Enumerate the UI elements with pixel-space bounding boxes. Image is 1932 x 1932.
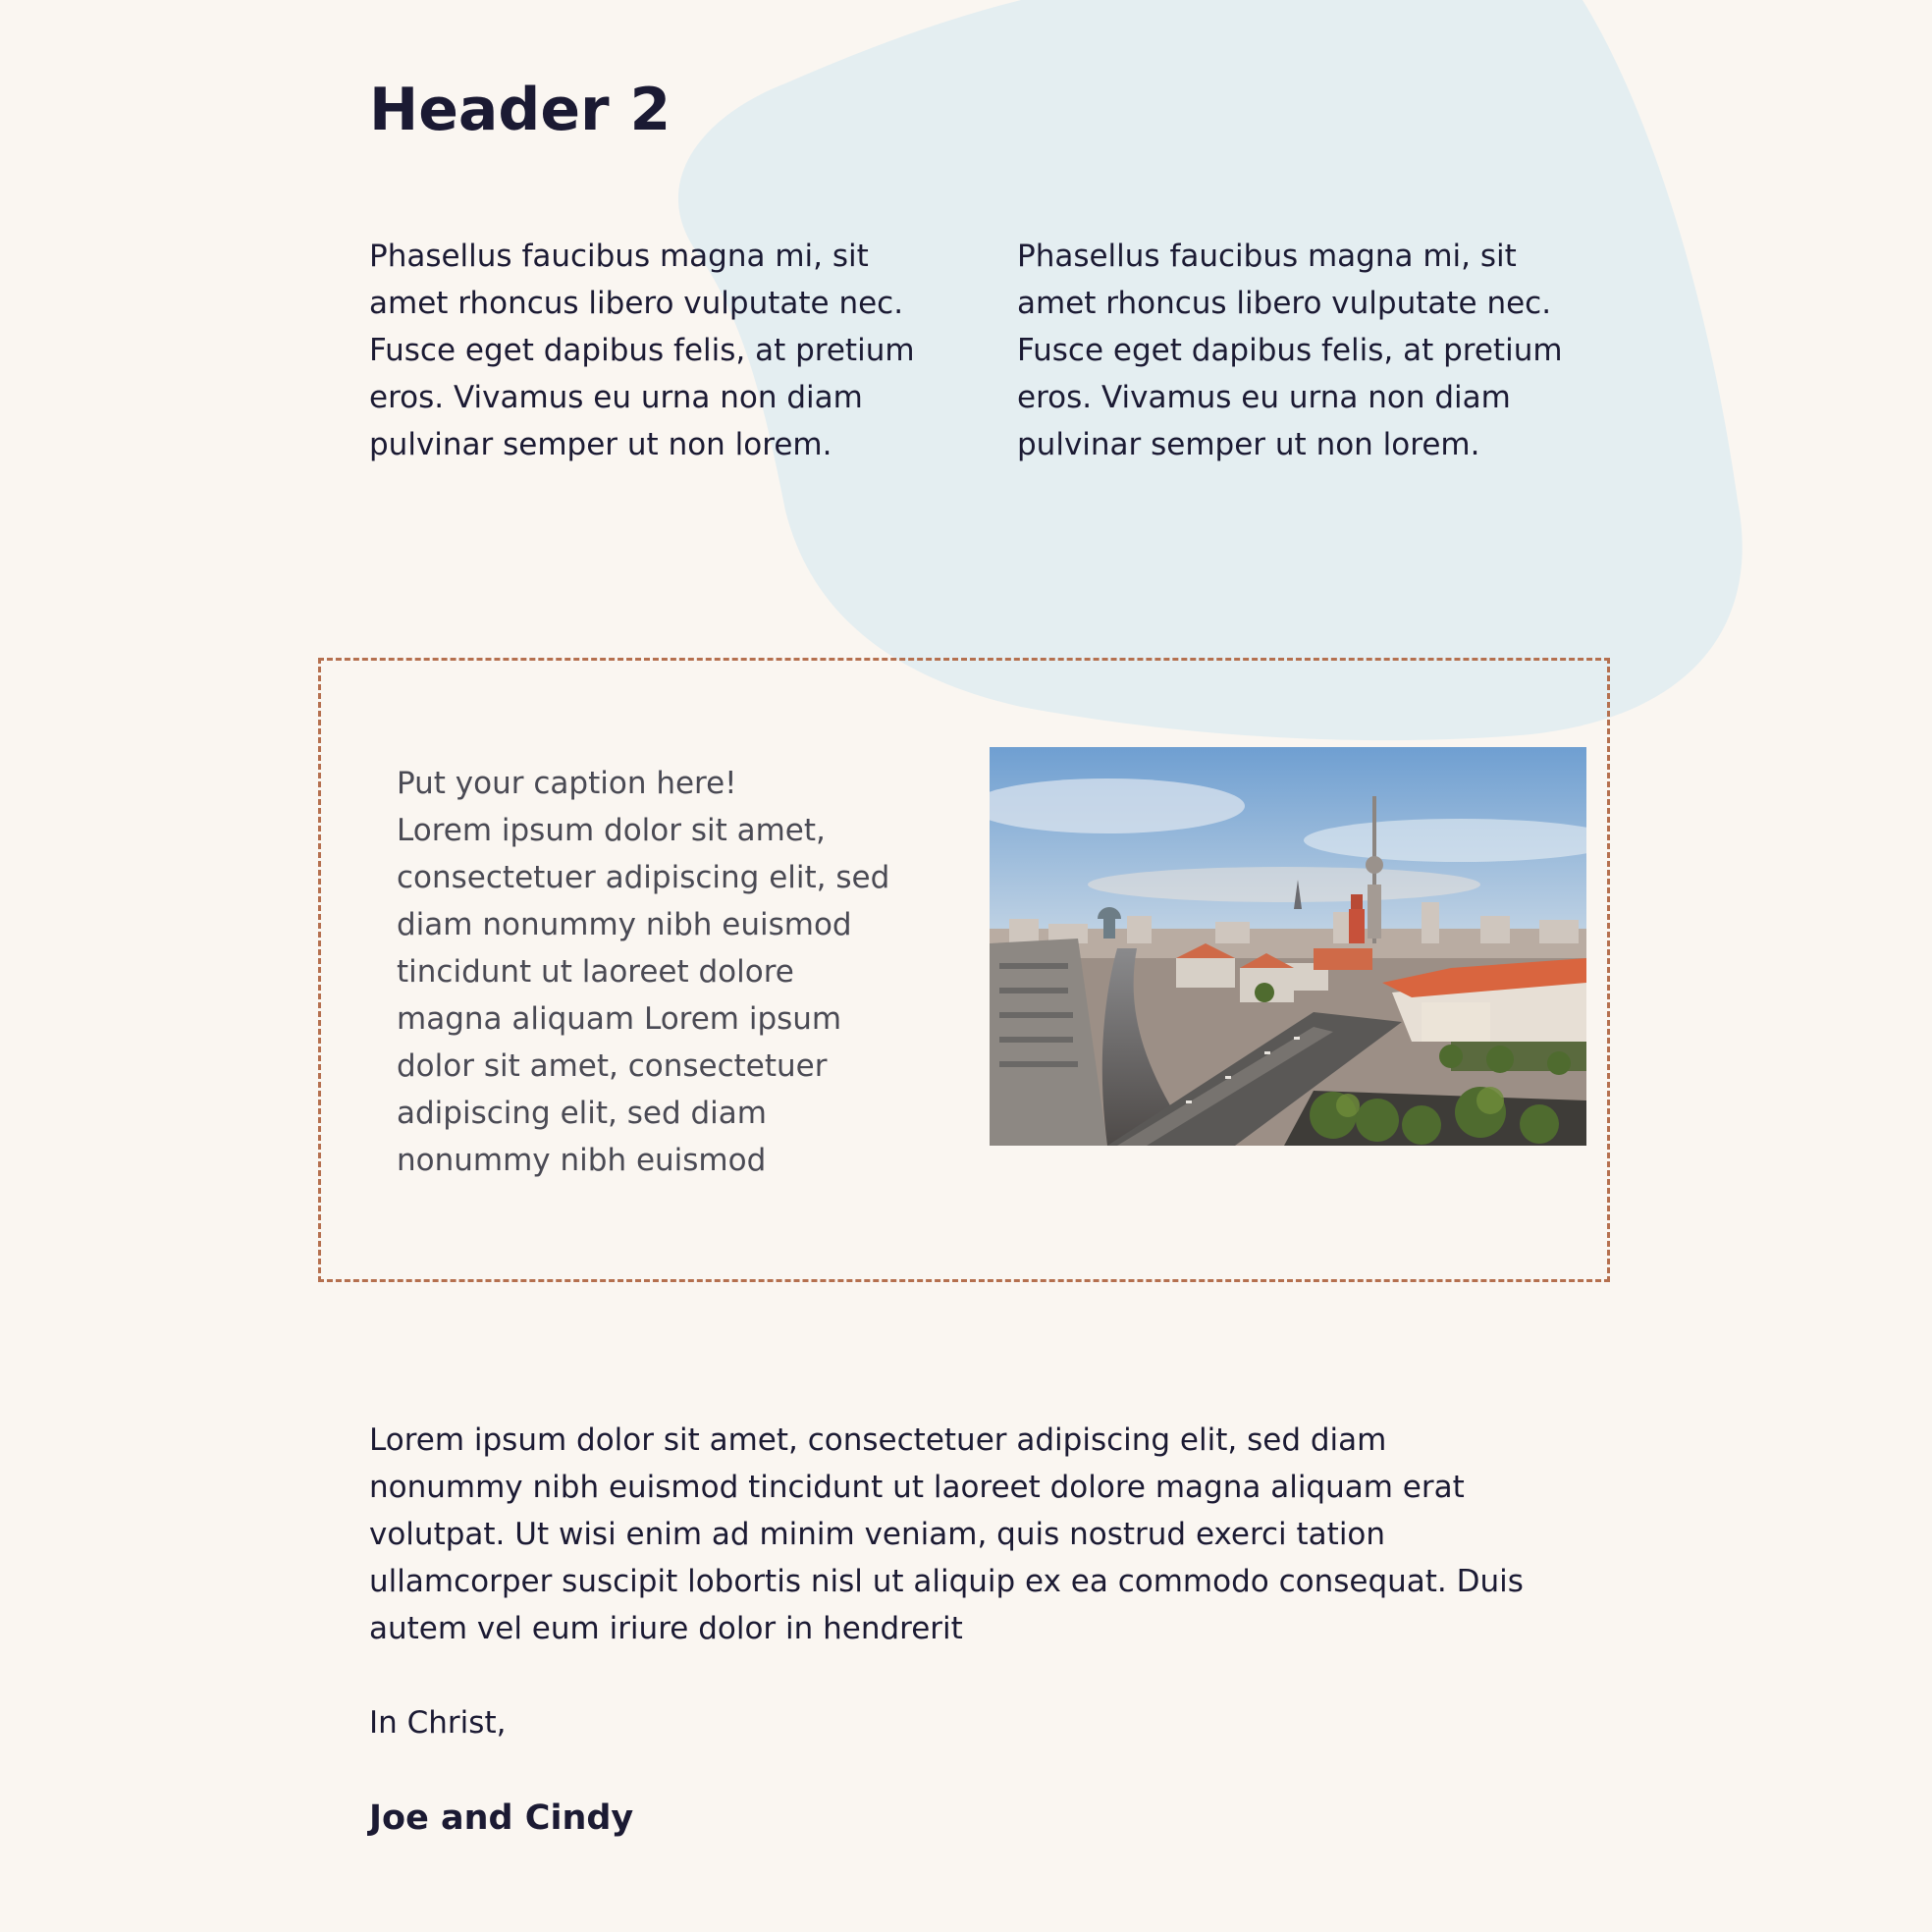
body-paragraph: Lorem ipsum dolor sit amet, consectetuer adipiscing elit, sed diam nonummy nibh euismod tincidunt ut laoreet dolore magna aliquam erat volutpat. Ut wisi enim ad minim veniam, quis nostrud exerci tation ullamcorper suscipit lobortis nisl ut aliquip ex ea commodo consequat. Duis autem vel eum iriure dolor in hendrerit [369,1422,1524,1646]
intro-column-left: Phasellus faucibus magna mi, sit amet rhoncus libero vulputate nec. Fusce eget dapibus felis, at pretium eros. Vivamus eu urna non diam pulvinar semper ut non lorem. [369,239,915,462]
closing-line: In Christ, [369,1705,507,1741]
intro-column-right: Phasellus faucibus magna mi, sit amet rhoncus libero vulputate nec. Fusce eget dapibus felis, at pretium eros. Vivamus eu urna non diam pulvinar semper ut non lorem. [1017,239,1563,462]
city-skyline-photo [990,747,1586,1146]
page-title: Header 2 [369,76,671,144]
caption-title: Put your caption here! [397,766,737,801]
caption-text [397,760,907,1184]
caption-body: Lorem ipsum dolor sit amet, consectetuer adipiscing elit, sed diam nonummy nibh euismod tincidunt ut laoreet dolore magna aliquam Lorem ipsum dolor sit amet, consectetuer adipiscing elit, sed diam nonummy nibh euismod [397,813,890,1178]
signature: Joe and Cindy [369,1798,634,1838]
city-skyline-image [990,747,1586,1146]
